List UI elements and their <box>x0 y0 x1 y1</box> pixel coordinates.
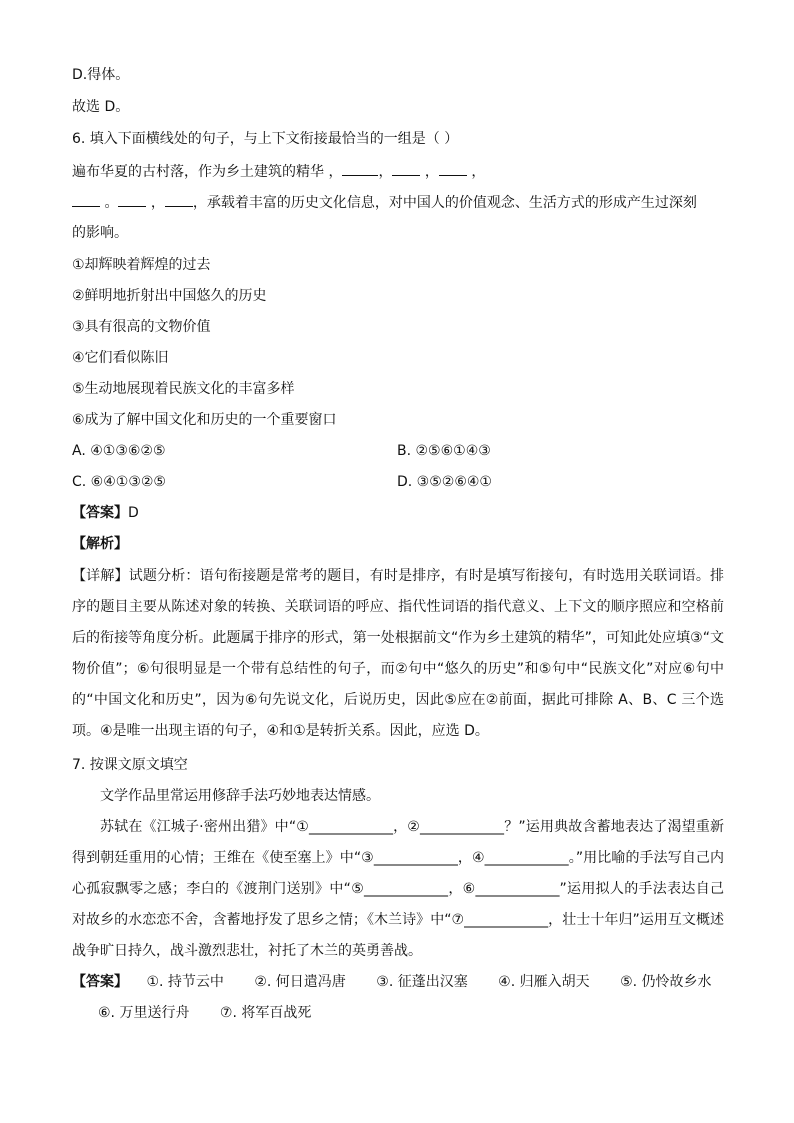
q6-passage-b: ，承载着丰富的历史文化信息，对中国人的价值观念、生活方式的形成产生过深刻 <box>192 195 697 211</box>
q7-answer-6: ⑥. 万里送行舟 <box>98 1005 190 1021</box>
q6-passage-line1: 遍布华夏的古村落，作为乡土建筑的精华 ， ， ， ， <box>72 161 485 182</box>
blank <box>392 161 420 176</box>
q7-body: 苏轼在《江城子·密州出猎》中“①____________，②____________？”运用典故含蓄地表达了渴望重新得到朝廷重用的心情；王维在《使至塞上》中“③____________，④____________。”用比喻的手法写自己内心孤寂飘零之感；李白的《渡荆门送别》中“⑤____________，⑥____________”运用拟人的手法表达自己对故乡的水恋恋不舍，含蓄地抒发了思乡之情；《木兰诗》中“⑦____________，壮士十年归”运用互文概述战争旷日持久，战斗激烈悲壮，衬托了木兰的英勇善战。 <box>72 819 724 959</box>
prev-option-d: D.得体。 <box>72 67 130 83</box>
prev-answer: 故选 D。 <box>72 99 130 115</box>
q7-answer-1: ①. 持节云中 <box>146 974 224 990</box>
answer-value: D <box>128 505 139 521</box>
q6-option-c: C. ⑥④①③②⑤ <box>72 474 166 490</box>
q6-item-1: ①却辉映着辉煌的过去 <box>72 257 211 273</box>
answer-label: 【答案】 <box>72 505 128 521</box>
q7-intro: 文学作品里常运用修辞手法巧妙地表达情感。 <box>100 788 380 804</box>
q6-passage-a: 遍布华夏的古村落，作为乡土建筑的精华 ， <box>72 164 343 180</box>
q7-stem: 7. 按课文原文填空 <box>72 757 188 773</box>
blank <box>118 192 146 207</box>
q6-item-6: ⑥成为了解中国文化和历史的一个重要窗口 <box>72 412 337 428</box>
q6-analysis-label: 【解析】 <box>72 536 128 552</box>
q6-item-2: ②鲜明地折射出中国悠久的历史 <box>72 288 267 304</box>
q7-answer-4: ④. 归雁入胡天 <box>498 974 590 990</box>
q6-stem: 6. 填入下面横线处的句子，与上下文衔接最恰当的一组是（ ） <box>72 131 459 147</box>
q6-option-d: D. ③⑤②⑥④① <box>397 474 492 490</box>
q6-item-5: ⑤生动地展现着民族文化的丰富多样 <box>72 381 295 397</box>
blank <box>439 161 467 176</box>
q6-item-3: ③具有很高的文物价值 <box>72 319 211 335</box>
q6-detail: 【详解】试题分析：语句衔接题是常考的题目，有时是排序，有时是填写衔接句，有时选用关联词语。排序的题目主要从陈述对象的转换、关联词语的呼应、指代性词语的指代意义、上下文的顺序照应和空格前后的衔接等角度分析。此题属于排序的形式，第一处根据前文“作为乡土建筑的精华”，可知此处应填③“文物价值”；⑥句很明显是一个带有总结性的句子，而②句中“悠久的历史”和⑤句中“民族文化”对应⑥句中的“中国文化和历史”，因为⑥句先说文化，后说历史，因此⑤应在②前面，据此可排除 A、B、C 三个选项。④是唯一出现主语的句子，④和①是转折关系。因此，应选 D。 <box>72 568 724 739</box>
answer-label: 【答案】 <box>72 974 128 990</box>
q6-answer <box>72 503 139 523</box>
q7-answer-5: ⑤. 仍怜故乡水 <box>620 974 712 990</box>
q6-option-a: A. ④①③⑥②⑤ <box>72 443 166 459</box>
q7-answers <box>72 967 724 1029</box>
blank <box>342 161 378 176</box>
q6-item-4: ④它们看似陈旧 <box>72 350 169 366</box>
q6-passage-line2: 。 ， ，承载着丰富的历史文化信息，对中国人的价值观念、生活方式的形成产生过深刻 <box>72 192 697 213</box>
q7-answer-3: ③. 征蓬出汉塞 <box>376 974 468 990</box>
q7-answer-2: ②. 何日遣冯唐 <box>254 974 346 990</box>
q7-answer-7: ⑦. 将军百战死 <box>219 1005 312 1021</box>
q6-option-b: B. ②⑤⑥①④③ <box>397 443 491 459</box>
q6-passage-c: 的影响。 <box>72 225 128 241</box>
blank <box>165 192 193 207</box>
blank <box>72 192 100 207</box>
